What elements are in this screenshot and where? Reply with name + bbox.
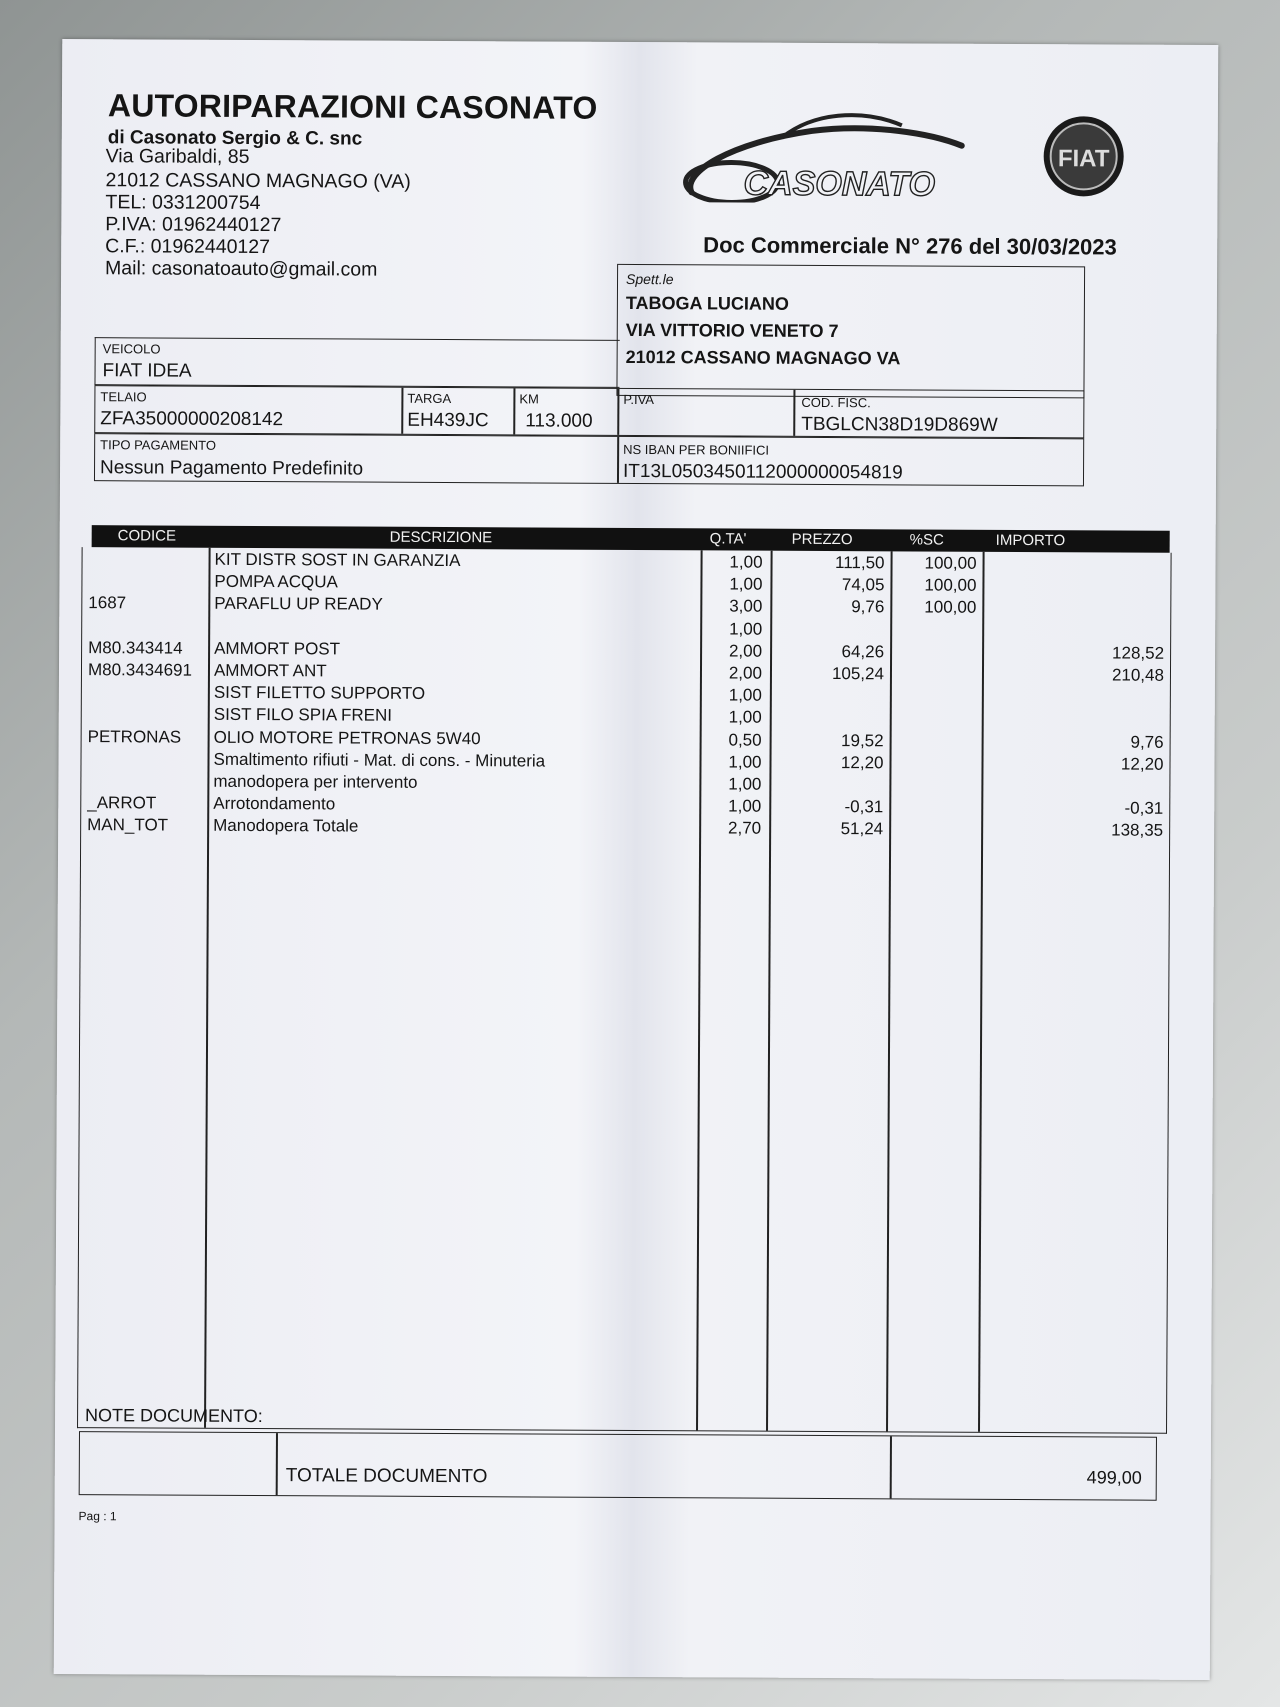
cell-importo [982, 687, 1164, 688]
km-value: 113.000 [525, 410, 593, 432]
company-vat: P.IVA: 01962440127 [105, 213, 282, 237]
cell-importo [982, 598, 1164, 599]
cell-qta: 1,00 [728, 796, 762, 816]
page-number: Pag : 1 [78, 1509, 117, 1524]
cell-importo: 9,76 [1130, 732, 1164, 752]
cell-qta: 2,70 [728, 818, 762, 839]
header-qta: Q.TA' [709, 530, 747, 548]
document-title: Doc Commerciale N° 276 del 30/03/2023 [703, 232, 1117, 260]
cell-descrizione: KIT DISTR SOST IN GARANZIA [214, 549, 461, 571]
cell-importo: 210,48 [1111, 665, 1165, 685]
cell-prezzo: -0,31 [844, 797, 884, 817]
fiat-badge-text: FIAT [1057, 145, 1110, 173]
codfisc-label: COD. FISC. [801, 394, 871, 411]
cell-importo [982, 620, 1164, 621]
cell-prezzo [769, 775, 883, 776]
cell-prezzo [770, 708, 884, 709]
customer-street: VIA VITTORIO VENETO 7 [625, 319, 839, 342]
header-importo: IMPORTO [995, 531, 1066, 550]
cell-codice: 1687 [88, 593, 127, 613]
company-subtitle: di Casonato Sergio & C. snc [107, 127, 363, 150]
cell-prezzo: 64,26 [841, 641, 885, 662]
vehicle-box [94, 337, 619, 388]
cell-importo [981, 776, 1163, 777]
cell-codice [88, 749, 206, 750]
cell-descrizione: Manodopera Totale [213, 816, 359, 836]
cell-qta: 2,00 [728, 663, 763, 683]
cell-importo: 12,20 [1120, 754, 1164, 774]
divider [401, 388, 403, 434]
cell-prezzo: 105,24 [831, 664, 885, 684]
casonato-logo [671, 102, 972, 204]
cell-descrizione: SIST FILO SPIA FRENI [213, 705, 393, 726]
cell-qta: 1,00 [728, 707, 762, 728]
cell-qta: 1,00 [728, 685, 762, 705]
company-address-city: 21012 CASSANO MAGNAGO (VA) [105, 169, 411, 193]
total-label: TOTALE DOCUMENTO [285, 1465, 488, 1488]
totals-box [79, 1431, 1157, 1501]
header-prezzo: PREZZO [791, 530, 853, 549]
cell-sconto: 100,00 [924, 597, 977, 618]
cell-importo: 128,52 [1112, 643, 1165, 663]
header-descrizione: DESCRIZIONE [389, 528, 493, 547]
cell-qta: 1,00 [729, 552, 763, 572]
company-address-street: Via Garibaldi, 85 [105, 145, 250, 168]
cell-prezzo: 12,20 [840, 752, 884, 773]
divider [793, 390, 795, 436]
cell-codice: MAN_TOT [87, 815, 169, 835]
cell-descrizione: AMMORT ANT [213, 660, 327, 681]
cell-prezzo [770, 686, 884, 687]
cell-qta: 1,00 [729, 619, 763, 639]
customer-label: Spett.le [625, 270, 674, 288]
divider [276, 1433, 278, 1495]
cell-importo: 138,35 [1111, 820, 1164, 841]
payment-value: Nessun Pagamento Predefinito [99, 457, 364, 480]
divider [617, 437, 619, 483]
cell-prezzo [770, 619, 884, 620]
cell-prezzo: 74,05 [841, 575, 885, 595]
cell-codice [89, 549, 207, 550]
cell-qta: 1,00 [728, 774, 762, 794]
cell-prezzo: 9,76 [851, 597, 885, 617]
cell-descrizione: AMMORT POST [214, 638, 341, 659]
iban-label: NS IBAN PER BONIIFICI [623, 441, 770, 458]
iban-value: IT13L0503450112000000054819 [622, 460, 903, 484]
cell-codice: M80.3434691 [87, 660, 193, 680]
total-value: 499,00 [1086, 1467, 1142, 1488]
company-phone: TEL: 0331200754 [105, 191, 261, 215]
codfisc-value: TBGLCN38D19D869W [801, 413, 998, 436]
cell-codice [88, 682, 206, 683]
cell-importo [982, 576, 1164, 577]
cell-sconto: 100,00 [924, 575, 977, 595]
cell-qta: 2,00 [728, 641, 763, 661]
vehicle-model: FIAT IDEA [102, 360, 192, 382]
divider [890, 1436, 892, 1498]
customer-name: TABOGA LUCIANO [625, 292, 789, 314]
cell-importo: -0,31 [1124, 798, 1164, 818]
cell-prezzo: 111,50 [835, 553, 885, 573]
cell-descrizione: Smaltimento rifiuti - Mat. di cons. - Minuteria [213, 749, 546, 771]
cell-codice [88, 616, 206, 617]
items-table [77, 547, 1172, 1434]
cell-descrizione: SIST FILETTO SUPPORTO [213, 682, 426, 704]
notes-label: NOTE DOCUMENTO: [85, 1405, 263, 1427]
divider [617, 389, 619, 435]
cell-qta: 1,00 [729, 574, 763, 594]
cell-codice [89, 571, 207, 572]
targa-value: EH439JC [407, 409, 489, 432]
cell-qta: 3,00 [729, 596, 763, 617]
cell-codice: M80.343414 [88, 637, 183, 658]
cell-codice [87, 771, 205, 772]
cell-prezzo: 51,24 [840, 819, 884, 839]
divider [513, 388, 515, 434]
payment-label: TIPO PAGAMENTO [100, 437, 217, 453]
invoice-paper [54, 39, 1219, 1680]
company-name: AUTORIPARAZIONI CASONATO [107, 87, 598, 126]
cell-descrizione: Arrotondamento [213, 793, 336, 814]
vehicle-id-row [94, 385, 1084, 438]
customer-box [616, 264, 1085, 398]
cell-qta: 1,00 [728, 752, 762, 772]
cell-descrizione: OLIO MOTORE PETRONAS 5W40 [213, 727, 481, 748]
cell-importo [983, 554, 1165, 555]
fiat-badge-icon [1041, 114, 1125, 198]
targa-label: TARGA [407, 390, 452, 407]
cell-qta: 0,50 [728, 730, 762, 750]
cell-descrizione: POMPA ACQUA [214, 571, 338, 592]
header-codice: CODICE [117, 527, 177, 545]
cell-sconto: 100,00 [924, 553, 977, 573]
cell-descrizione: PARAFLU UP READY [214, 594, 383, 615]
logo-text: CASONATO [743, 164, 936, 204]
payment-row [94, 433, 1084, 486]
cell-prezzo: 19,52 [841, 730, 884, 750]
cell-codice: _ARROT [87, 793, 157, 813]
telaio-value: ZFA35000000208142 [100, 408, 284, 431]
company-email: Mail: casonatoauto@gmail.com [105, 257, 378, 281]
company-tax-code: C.F.: 01962440127 [105, 235, 271, 259]
table-row [81, 815, 1181, 843]
customer-city: 21012 CASSANO MAGNAGO VA [625, 346, 901, 369]
cell-importo [982, 709, 1164, 710]
vehicle-label: VEICOLO [102, 341, 161, 357]
km-label: KM [519, 391, 539, 407]
cell-descrizione: manodopera per intervento [213, 771, 418, 792]
header-sconto: %SC [909, 531, 944, 549]
piva-label: P.IVA [623, 391, 655, 408]
telaio-label: TELAIO [100, 389, 147, 405]
cell-codice [88, 705, 206, 706]
cell-codice: PETRONAS [87, 726, 182, 747]
